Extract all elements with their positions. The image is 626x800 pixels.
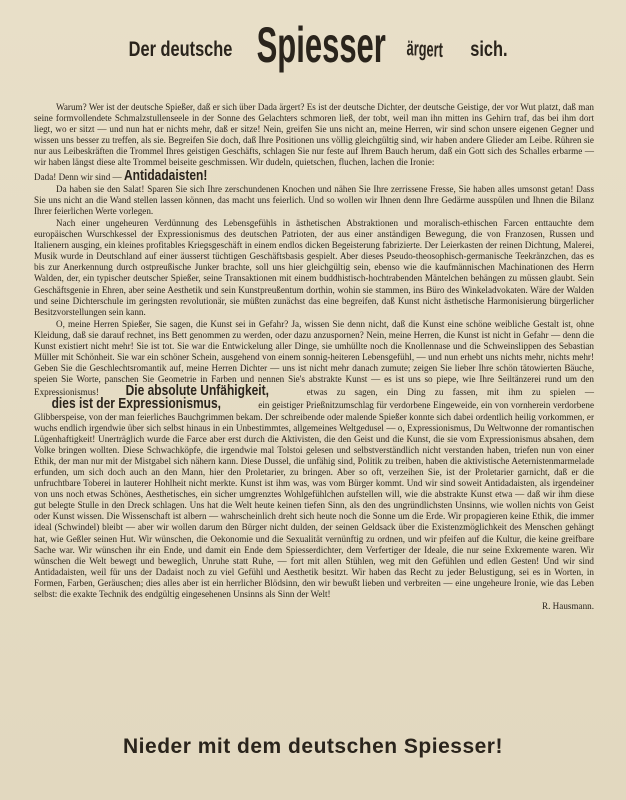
- footer-slogan: Nieder mit dem deutschen Spiesser!: [123, 735, 503, 758]
- title-part3: sich.: [469, 38, 508, 61]
- signature: R. Hausmann.: [542, 601, 594, 612]
- expressionismus-heading: dies ist der Expressionismus,: [51, 395, 222, 413]
- paragraph-1-text: Warum? Wer ist der deutsche Spießer, daß er sich über Dada ärgert? Es ist der deutsche Dichter, der deutsche Geistige, der vor Wut platzt, daß man seine formvollendete Schmalzstullenseele in der Sonne des Gelachters schmoren ließ, der tobt, weil man ihn mitten ins Gehirn traf, das bei ihm dort liegt, wo er sitzt — und nun hat er nichts mehr, daß er sitze! Nein, greifen Sie uns nicht an, meine Herren, wir sind schon unsere eigenen Gegner und wissen uns besser zu treffen, als sie. Begreifen Sie doch, daß Ihre Positionen uns völlig gleichgültig sind, wir haben andere Glieder am Leibe. Rühren sie nur aus Leibeskräften die Trommel Ihres geistigen Geschäfts, schlagen Sie nur feste auf Ihrem Bauch herum, daß ein Gott sich des Schalles erbarme — wir haben längst diese alte Trommel beiseite geschmissen. Wir dudeln, quietschen, fluchen, lachen die Ironie:: [34, 102, 594, 168]
- antidadaisten-heading: Antidadaisten!: [123, 166, 208, 184]
- paragraph-4-text-a: O, meine Herren Spießer, Sie sagen, die Kunst sei in Gefahr? Ja, wissen Sie denn nicht, daß die Kunst eine schöne weibliche Gestalt ist, ohne Kleidung, daß sie darauf rechnet, ins Bett genommen zu werden, oder dazu anzuspornen? Nein, meine Herren, die Kunst ist nicht in Gefahr — denn die Kunst existiert nicht mehr! Sie ist tot. Sie war die Entwickelung aller Dinge, sie umhüllte noch die Knollennase und die Schweinslippen des Sebastian Müller mit Schönheit. Sie war ein schöner Schein, ausgehend von einem sonnig-heiteren Lebensgefühl, — und nun erhebt uns nichts mehr, nichts mehr! Geben Sie die Geschlechtsromantik auf, meine Herren Dichter — uns ist nicht mehr danach zumute; zeigen Sie lieber Ihre schön tätowierten Bäuche, speien Sie Worte, panschen Sie Geometrie in Farben und nennen Sie's abstrakte Kunst — es ist uns so piepe, wie Ihre Seiltänzerei rund um den Expressionismus!: [34, 318, 594, 398]
- paragraph-1: [34, 102, 594, 169]
- paragraph-4-text-b: etwas zu sagen, ein Ding zu fassen, mit ihm zu spielen —: [306, 387, 594, 398]
- paragraph-2: Da haben sie den Salat! Sparen Sie sich Ihre zerschundenen Knochen und nähen Sie Ihre zerrissene Fresse, Sie haben alles umsonst getan! Dass Sie uns nicht an die Wand stellen lassen können, das macht uns feierlich. Und so wollen wir Ihnen denn Ihre Gedärme ausspülen und Ihnen die Bilanz Ihrer feierlichen Werte vorlegen.: [34, 183, 594, 216]
- title-part2: ärgert: [406, 36, 444, 63]
- paragraph-4: [34, 319, 594, 600]
- paragraph-4-text-c: ein geistiger Prießnitzumschlag für verdorbene Eingeweide, ein von vornherein verdorbene Glibberspeise, von der man feierliches Bauchgrimmen bekam. Der schreibende oder malende Spießer konnte sich dabei ordentlich heilig vorkommen, er wuchs endlich irgendwie über sich selbst hinaus in ein Unbestimmtes, allgemeines Weltgedusel — o, Expressionismus, Du Weltwonne der romantischen Lügenhaftigkeit! Unerträglich wurde die Farce aber erst durch die Aktivisten, die den Geist und die Kunst, die sie vom Expressionismus absahen, dem Volke bringen wollten. Diese Schwachköpfe, die irgendwie mal Tolstoi gelesen und selbstverständlich nicht verstanden haben, triefen nun von einer Ethik, der man nur mit der Mistgabel sich nähern kann. Diese Dussel, die unfähig sind, Politik zu treiben, haben die aktivistische Aeternistenmarmelade erfunden, um sich doch auch an den Mann, hier den Proletarier, zu bringen. Aber so oft, verzeihen Sie, ist der Proletarier garnicht, daß er die unfruchtbare Toberei in lauterer Hohlheit nicht merkte. Kunst ist ihm was, was vom Bürger kommt. Und wir sind soweit Antidadaisten, als irgendeiner von uns noch etwas Schönes, Aesthetisches, ein sicher umgrenztes Wohlgefühlchen aufstellen will, wie die abstrakte Kunst etwa — daß wir ihm diese gut belegte Stulle in den Dreck schlagen. Uns hat die Welt heute keinen tiefen Sinn, als den des ungründlichsten Unsinns, wie wollen nichts von Geist oder Kunst wissen. Die Wissenschaft ist albern — wahrscheinlich dreht sich heute noch die Sonne um die Erde. Wir propagieren keine Ethik, die immer ideal (Schwindel) bleibt — aber wir wollen darum den Bürger nicht dulden, der seinen Geldsack über die Existenzmöglichkeit des Menschen gehängt hat, wie Geßler seinen Hut. Wir wünschen, die Oekonomie und die Sexualität vernünftig zu ordnen, und wir pfeifen auf die Kultur, die keine greifbare Sache war. Wir wünschen ihr ein Ende, und damit ein Ende dem Spiesserdichter, dem Verfertiger der Ideale, die nur seine Exkremente waren. Wir wünschen die Welt bewegt und beweglich, Unruhe statt Ruhe, — fort mit allen Stühlen, weg mit den Gefühlen und edlen Gesten! Und wir sind Antidadaisten, weil für uns der Dadaist noch zu viel Gefühl und Aesthetik besitzt. Wir haben das Recht zu jeder Belustigung, sei es in Worten, in Formen, Farben, Geräuschen; dies alles aber ist ein herrlicher Blödsinn, den wir bewußt lieben und verbreiten — eine ungeheure Ironie, wie das Leben selbst: die exakte Technik des endgültig eingesehenen Unsinns als Sinn der Welt!: [34, 400, 594, 600]
- unfaehigkeit-heading: Die absolute Unfähigkeit,: [125, 382, 270, 400]
- poster-title: [0, 17, 626, 73]
- title-part1: Der deutsche: [128, 38, 232, 61]
- dada-line: Dada! Denn wir sind —: [34, 171, 122, 182]
- paragraph-3: Nach einer ungeheuren Verdünnung des Lebensgefühls in ästhetischen Abstraktionen und moralisch-ethischen Farcen enttauchte dem europäischen Wurschkessel der Expressionismus des deutschen Patrioten, der aus einer anständigen Bewegung, die von Franzosen, Russen und Italienern ausging, ein kleines profitables Kriegsgeschäft in einem endlos dicken Begeisterung fabrizierte. Der Leierkasten der reinen Dichtung, Malerei, Musik wurde in Deutschland auf einer äusserst tüchtigen Geschäftsbasis gespielt. Aber dieses Pseudo-theosophisch-germanische Teekränzchen, das es bis zur Anerkennung durch ostpreußische Junker brachte, soll uns hier gleichgültig sein, ebenso wie die kaufmännischen Machinationen des Herrn Walden, der, ein typischer deutscher Spießer, seine Transaktionen mit einem buddhistisch-hochtrabenden Mäntelchen behängen zu müssen glaubt. Sein Geschäftsgenie in Ehren, aber seine Aesthetik und sein Kunstpreußentum dorthin, wohin sie stammen, ins Büro des Winkeladvokaten. Wäre der Walden und seine Dichterschule im geringsten revolutionär, sie müßten zunächst das eine begreifen, daß Kunst nicht ästhetische Harmonisierung bürgerlicher Besitzvorstellungen sein kann.: [34, 217, 594, 317]
- title-main: Spiesser: [256, 17, 386, 73]
- paragraph-1-end: [34, 166, 594, 184]
- title-part2-wrap: [402, 36, 448, 70]
- article-body: [34, 102, 594, 613]
